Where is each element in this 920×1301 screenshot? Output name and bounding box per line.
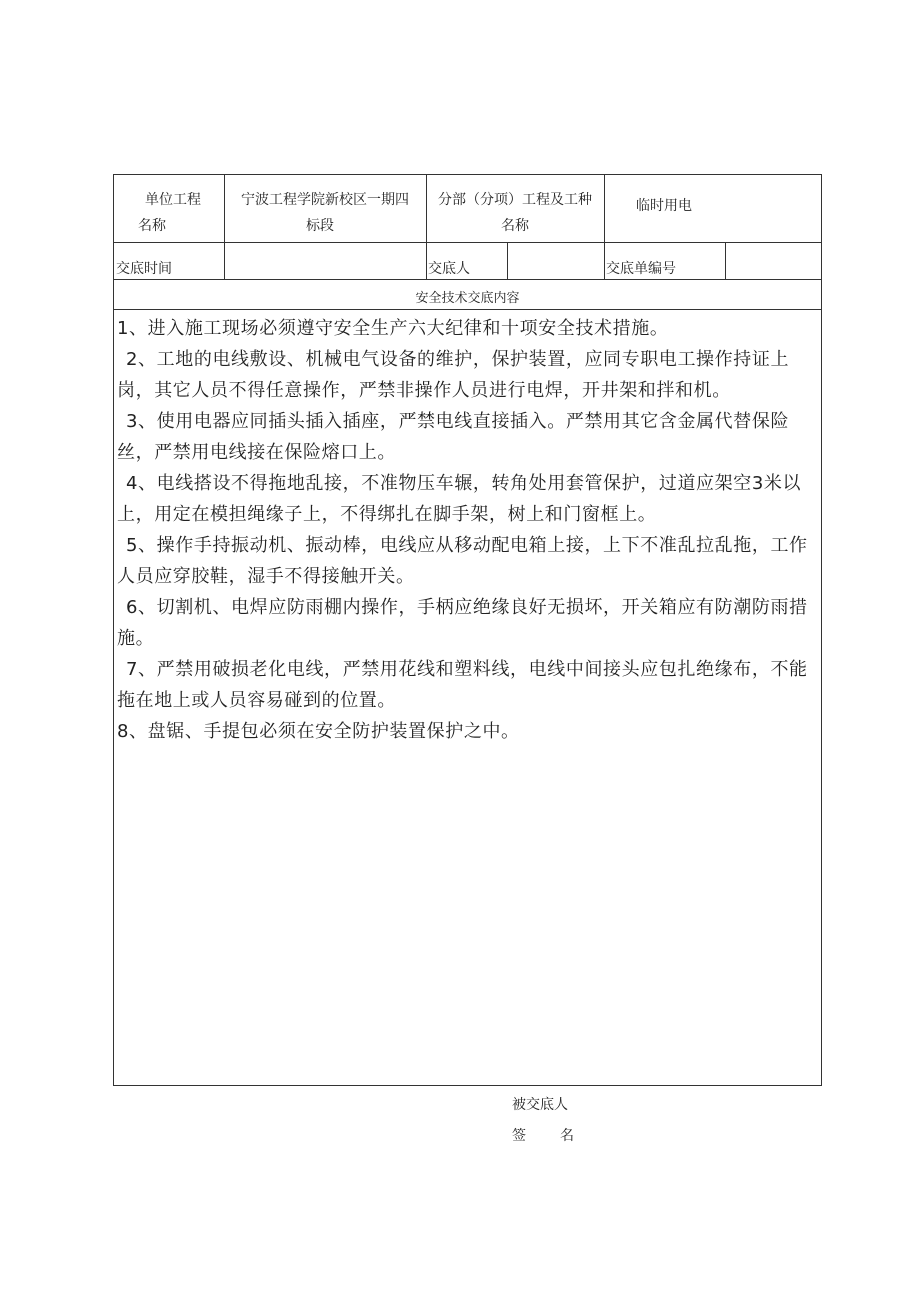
briefing-content: [117, 313, 821, 747]
unit-project-value-line2: 标段: [306, 218, 334, 234]
sub-project-label-line1: 分部（分项）工程及工种: [438, 192, 592, 208]
unit-project-value: [226, 187, 424, 239]
unit-project-label-line2: 名称: [138, 218, 166, 234]
list-item: 6、切割机、电焊应防雨棚内操作，手柄应绝缘良好无损坏，开关箱应有防潮防雨措施。: [117, 597, 808, 649]
row-divider-1: [114, 242, 821, 243]
list-item: 5、操作手持振动机、振动棒，电线应从移动配电箱上接，上下不准乱拉乱拖，工作人员应穿胶鞋，湿手不得接触开关。: [117, 535, 808, 587]
section-title: 安全技术交底内容: [415, 291, 520, 306]
col-divider-3: [507, 242, 508, 279]
sub-project-label: [426, 187, 604, 239]
signature-char-2: 名: [560, 1128, 574, 1144]
col-divider-5: [725, 242, 726, 279]
row-divider-3: [114, 309, 821, 310]
sub-project-value: 临时用电: [636, 198, 692, 214]
safety-briefing-form: [113, 174, 822, 1086]
receiver-label: 被交底人: [512, 1097, 568, 1113]
unit-project-label: [114, 187, 226, 239]
list-item: 1、进入施工现场必须遵守安全生产六大纪律和十项安全技术措施。: [117, 318, 669, 339]
col-divider-4: [604, 175, 605, 279]
unit-project-label-line1: 单位工程: [145, 192, 201, 208]
list-item: 3、使用电器应同插头插入插座，严禁电线直接插入。严禁用其它含金属代替保险丝，严禁用电线接在保险熔口上。: [117, 411, 790, 463]
briefing-time-label: 交底时间: [116, 261, 172, 277]
list-item: 2、工地的电线敷设、机械电气设备的维护，保护装置，应同专职电工操作持证上岗，其它人员不得任意操作，严禁非操作人员进行电焊，开井架和拌和机。: [117, 349, 790, 401]
row-divider-2: [114, 279, 821, 280]
list-item: 7、严禁用破损老化电线，严禁用花线和塑料线，电线中间接头应包扎绝缘布，不能拖在地上或人员容易碰到的位置。: [117, 659, 808, 711]
sub-project-label-line2: 名称: [501, 218, 529, 234]
unit-project-value-line1: 宁波工程学院新校区一期四: [241, 192, 409, 208]
list-item: 4、电线搭设不得拖地乱接，不准物压车辗，转角处用套管保护，过道应架空3米以上，用定在模担绳缘子上，不得绑扎在脚手架，树上和门窗框上。: [117, 473, 802, 525]
signature-label: [512, 1126, 574, 1146]
list-item: 8、盘锯、手提包必须在安全防护装置保护之中。: [117, 721, 520, 742]
briefing-person-label: 交底人: [428, 261, 470, 277]
briefing-number-label: 交底单编号: [606, 261, 676, 277]
signature-char-1: 签: [512, 1128, 526, 1144]
